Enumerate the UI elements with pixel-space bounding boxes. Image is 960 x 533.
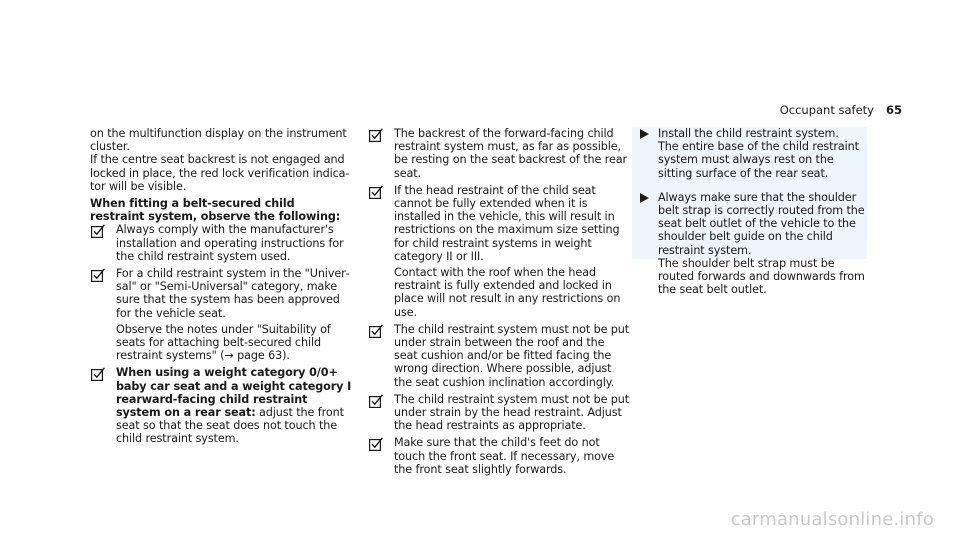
checklist-item [368, 393, 630, 433]
checklist-text: Always comply with the manufacturer's installation and operating instructions for the child restraint system used. [116, 223, 344, 263]
checklist-note: Contact with the roof when the head restraint is fully extended and locked in place will not result in any restrictions on use. [394, 266, 621, 319]
checklist-text: For a child restraint system in the "Universal" or "Semi-Universal" category, make sure that the system has been approved for the vehicle seat. [116, 267, 350, 320]
checklist-text: The child restraint system must not be put under strain by the head restraint. Adjust the head restraints as appropriate. [394, 392, 630, 433]
action-step [640, 191, 867, 297]
checklist-text: If the head restraint of the child seat cannot be fully extended when it is installed in the vehicle, this will result in restrictions on the maximum size setting for child restraint systems in weight category II or III. [394, 183, 620, 263]
section-heading: When fitting a belt-secured child restraint system, observe the following: [90, 197, 341, 224]
checkbox-icon [369, 394, 383, 408]
checklist-item [90, 267, 352, 362]
checklist-bold-lead: When using a weight category 0/0+ baby car seat and a weight category I rearward-facing child restraint system on a rear seat: [116, 366, 352, 420]
section-title: Occupant safety [779, 103, 874, 117]
step-text: Always make sure that the shoulder belt strap is correctly routed from the seat belt outlet of the vehicle to the shoulder belt guide on the child restraint system. [658, 190, 865, 257]
step-subtext: The shoulder belt strap must be routed forwards and downwards from the seat belt outlet. [658, 256, 865, 297]
action-steps-panel [632, 127, 867, 297]
paragraph: If the centre seat backrest is not engaged and locked in place, the red lock verification indicator will be visible. [90, 153, 350, 193]
checklist-item [368, 184, 630, 319]
checklist-note: Observe the notes under "Suitability of seats for attaching belt-secured child restraint systems" (→ page 63). [116, 322, 331, 363]
checklist-text: The backrest of the forward-facing child restraint system must, as far as possible, be resting on the seat backrest of the rear seat. [394, 127, 628, 180]
watermark: carmanualsonline.info [730, 509, 934, 530]
checklist-item [368, 323, 630, 389]
checkbox-icon [369, 128, 383, 142]
page-number: 65 [885, 103, 902, 117]
checklist-text: The child restraint system must not be put under strain between the roof and the seat cushion and/or be fitted facing the wrong direction. Where possible, adjust the seat cushion inclination accordingly. [394, 322, 630, 389]
checklist-text-tail: adjust the front seat so that the seat does not touch the child restraint system. [116, 406, 344, 446]
paragraph: on the multifunction display on the instrument cluster. [90, 127, 347, 154]
checklist-item [90, 366, 352, 445]
step-text: Install the child restraint system. [658, 127, 839, 140]
checkbox-icon [369, 324, 383, 338]
checklist-item [368, 127, 630, 180]
checklist-item [90, 223, 352, 263]
step-subtext: The entire base of the child restraint system must always rest on the sitting surface of the rear seat. [658, 140, 859, 180]
page-header [780, 103, 902, 117]
step-arrow-icon [640, 129, 649, 139]
column-2 [368, 127, 630, 480]
checkbox-icon [91, 367, 105, 381]
checklist-text: Make sure that the child's feet do not touch the front seat. If necessary, move the front seat slightly forwards. [394, 436, 615, 476]
checkbox-icon [369, 437, 383, 451]
step-arrow-icon [640, 193, 649, 203]
action-step [640, 127, 867, 180]
checklist-text [116, 366, 352, 445]
checkbox-icon [91, 224, 105, 238]
checkbox-icon [369, 185, 383, 199]
checklist-item [368, 436, 630, 476]
column-1 [90, 127, 352, 450]
checkbox-icon [91, 268, 105, 282]
